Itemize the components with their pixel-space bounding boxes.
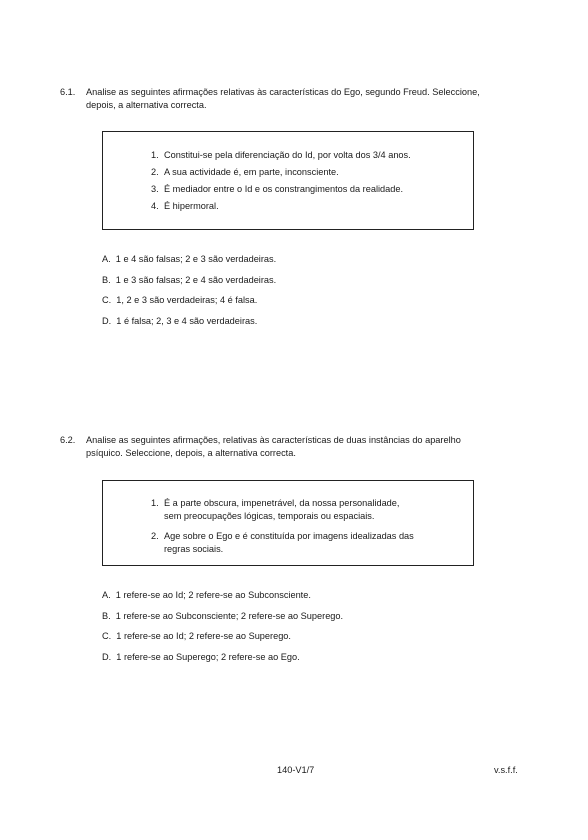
statement-item: 1. É a parte obscura, impenetrável, da nossa personalidade, sem preocupações lógicas, temporais ou espaciais. xyxy=(151,498,400,521)
question-text xyxy=(86,86,526,112)
question-number: 6.1. xyxy=(60,87,76,97)
option-a[interactable]: A. 1 e 4 são falsas; 2 e 3 são verdadeiras. xyxy=(102,254,277,264)
question-text xyxy=(86,434,526,460)
question-line-2: depois, a alternativa correcta. xyxy=(86,100,207,110)
option-b[interactable]: B. 1 e 3 são falsas; 2 e 4 são verdadeiras. xyxy=(102,274,277,285)
footer-code: 140-V1/7 xyxy=(277,765,315,775)
footer-note: v.s.f.f. xyxy=(494,765,518,775)
question-6-2 xyxy=(60,434,526,460)
option-c[interactable]: C. 1 refere-se ao Id; 2 refere-se ao Superego. xyxy=(102,631,291,641)
statement-item: 1. Constitui-se pela diferenciação do Id, por volta dos 3/4 anos. xyxy=(151,150,411,160)
option-c[interactable]: C. 1, 2 e 3 são verdadeiras; 4 é falsa. xyxy=(102,295,258,305)
statement-item: 2. A sua actividade é, em parte, inconsciente. xyxy=(151,167,339,177)
question-line-1: Analise as seguintes afirmações relativas às características do Ego, segundo Freud. Seleccione, xyxy=(86,87,480,97)
question-number: 6.2. xyxy=(60,435,76,445)
option-b[interactable]: B. 1 refere-se ao Subconsciente; 2 refere-se ao Superego. xyxy=(102,610,344,621)
statement-item: 3. É mediador entre o Id e os constrangimentos da realidade. xyxy=(151,184,404,194)
statement-item: 2. Age sobre o Ego e é constituída por imagens idealizadas das regras sociais. xyxy=(151,531,414,554)
question-line-1: Analise as seguintes afirmações, relativas às características de duas instâncias do aparelho xyxy=(86,435,461,445)
question-line-2: psíquico. Seleccione, depois, a alternativa correcta. xyxy=(86,448,296,458)
statements-box-6-2 xyxy=(102,480,474,566)
options-6-2 xyxy=(102,589,343,671)
statement-item: 4. É hipermoral. xyxy=(151,201,219,211)
option-d[interactable]: D. 1 é falsa; 2, 3 e 4 são verdadeiras. xyxy=(102,315,258,326)
statements-box-6-1 xyxy=(102,131,474,230)
option-a[interactable]: A. 1 refere-se ao Id; 2 refere-se ao Subconsciente. xyxy=(102,590,311,600)
option-d[interactable]: D. 1 refere-se ao Superego; 2 refere-se ao Ego. xyxy=(102,651,300,662)
question-6-1 xyxy=(60,86,526,112)
options-6-1 xyxy=(102,253,276,335)
